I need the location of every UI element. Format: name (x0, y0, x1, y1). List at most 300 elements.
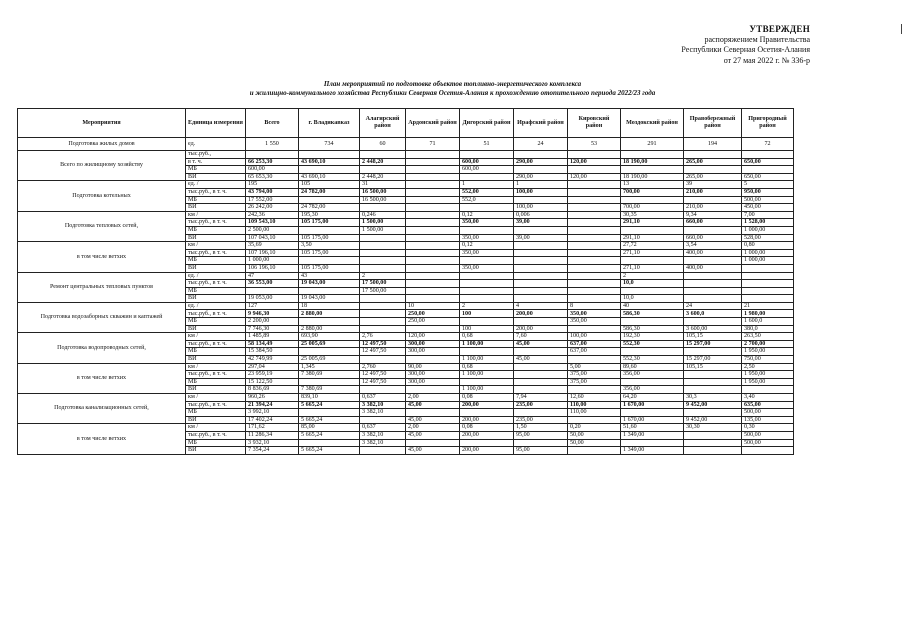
value-cell: 637,00 (568, 348, 621, 356)
measure-label: Подготовка котельных (18, 181, 186, 211)
unit-cell: ВИ (186, 416, 246, 424)
value-cell (568, 166, 621, 174)
value-cell: 250,00 (406, 310, 460, 318)
value-cell: 85,00 (299, 424, 360, 432)
value-cell: 242,36 (246, 211, 299, 219)
value-cell: 3 600,0 (684, 310, 742, 318)
value-cell: 30,35 (621, 211, 684, 219)
value-cell (568, 234, 621, 242)
value-cell (568, 325, 621, 333)
value-cell (299, 439, 360, 447)
value-cell: 51 (460, 138, 514, 151)
value-cell: 89,60 (621, 363, 684, 371)
value-cell (684, 287, 742, 295)
value-cell: 18 (299, 302, 360, 310)
value-cell (406, 272, 460, 280)
value-cell: 195 (246, 181, 299, 189)
value-cell (460, 348, 514, 356)
value-cell: 2 880,00 (299, 325, 360, 333)
value-cell: 2 880,00 (299, 310, 360, 318)
value-cell: 100,00 (568, 333, 621, 341)
value-cell (246, 287, 299, 295)
col-header-pravoberezhny: Правобережный район (684, 109, 742, 138)
value-cell (684, 409, 742, 417)
value-cell: 3,50 (299, 242, 360, 250)
plan-table-wrap (17, 108, 794, 455)
value-cell: 45,00 (406, 416, 460, 424)
value-cell: 950,00 (742, 188, 794, 196)
value-cell: 23 959,19 (246, 371, 299, 379)
page-edge-mark (901, 24, 902, 34)
value-cell: 552,00 (460, 188, 514, 196)
value-cell: 9 452,00 (684, 416, 742, 424)
value-cell: 235,00 (514, 401, 568, 409)
value-cell (514, 196, 568, 204)
value-cell (684, 447, 742, 455)
value-cell: 1 100,00 (460, 356, 514, 364)
value-cell (621, 257, 684, 265)
value-cell: 3 382,10 (360, 439, 406, 447)
approval-line: Республики Северная Осетия-Алания (681, 45, 810, 54)
value-cell: 21 (742, 302, 794, 310)
unit-cell: МБ (186, 226, 246, 234)
value-cell: 291 (621, 138, 684, 151)
value-cell: 750,00 (742, 356, 794, 364)
value-cell: 1 100,00 (460, 371, 514, 379)
value-cell (568, 196, 621, 204)
measure-label: в том числе ветхих (18, 363, 186, 393)
value-cell (514, 151, 568, 159)
value-cell (621, 196, 684, 204)
value-cell: 35,69 (246, 242, 299, 250)
unit-cell: МБ (186, 348, 246, 356)
value-cell: 45,00 (406, 447, 460, 455)
value-cell: 600,00 (460, 166, 514, 174)
value-cell (568, 219, 621, 227)
value-cell (406, 287, 460, 295)
value-cell: 637,00 (568, 340, 621, 348)
value-cell: 30,3 (684, 394, 742, 402)
value-cell: 12 497,50 (360, 340, 406, 348)
value-cell: 500,00 (742, 196, 794, 204)
value-cell: 235,00 (514, 416, 568, 424)
col-header-prigorodny: Пригородный район (742, 109, 794, 138)
value-cell: 9 452,00 (684, 401, 742, 409)
value-cell (568, 356, 621, 364)
value-cell: 291,10 (621, 219, 684, 227)
value-cell: 1 950,00 (742, 378, 794, 386)
value-cell (360, 204, 406, 212)
value-cell (568, 151, 621, 159)
value-cell: 16 500,00 (360, 188, 406, 196)
value-cell: 600,00 (460, 158, 514, 166)
value-cell: 2 (360, 272, 406, 280)
value-cell: 8 (568, 302, 621, 310)
value-cell: 95,00 (514, 447, 568, 455)
table-row (18, 181, 794, 189)
value-cell: 3 992,10 (246, 409, 299, 417)
value-cell: 350,00 (460, 234, 514, 242)
value-cell (460, 173, 514, 181)
value-cell: 58 134,49 (246, 340, 299, 348)
value-cell: 600,00 (246, 166, 299, 174)
value-cell (621, 378, 684, 386)
value-cell: 3 382,10 (360, 431, 406, 439)
value-cell: 109 543,10 (246, 219, 299, 227)
unit-cell: ВИ (186, 264, 246, 272)
value-cell: 0,12 (460, 242, 514, 250)
value-cell (360, 151, 406, 159)
value-cell: 1 500,00 (360, 226, 406, 234)
value-cell: 350,00 (568, 318, 621, 326)
value-cell: 45,00 (514, 340, 568, 348)
value-cell: 0,006 (514, 211, 568, 219)
unit-cell: ВИ (186, 447, 246, 455)
value-cell: 5 (742, 181, 794, 189)
value-cell (406, 226, 460, 234)
value-cell: 195,30 (299, 211, 360, 219)
value-cell: 2,50 (742, 363, 794, 371)
col-header-kirov: Кировский район (568, 109, 621, 138)
value-cell (406, 264, 460, 272)
value-cell: 71 (406, 138, 460, 151)
value-cell: 26 242,00 (246, 204, 299, 212)
value-cell (568, 188, 621, 196)
value-cell: 400,00 (684, 264, 742, 272)
value-cell: 0,20 (568, 424, 621, 432)
value-cell: 19 043,00 (299, 295, 360, 303)
value-cell (299, 318, 360, 326)
value-cell: 120,00 (406, 333, 460, 341)
value-cell: 380,0 (742, 325, 794, 333)
unit-cell: тыс.руб., (186, 151, 246, 159)
value-cell: 250,00 (406, 318, 460, 326)
unit-cell: ед. (186, 138, 246, 151)
value-cell: 90,00 (406, 363, 460, 371)
value-cell: 291,10 (621, 234, 684, 242)
value-cell (621, 151, 684, 159)
value-cell: 60 (360, 138, 406, 151)
value-cell: 300,00 (406, 340, 460, 348)
value-cell: 105 175,00 (299, 234, 360, 242)
value-cell: 290,00 (514, 173, 568, 181)
value-cell (299, 348, 360, 356)
col-header-alagir: Алагирский район (360, 109, 406, 138)
value-cell: 1 600,0 (742, 318, 794, 326)
value-cell: 105,15 (684, 333, 742, 341)
unit-cell: ВИ (186, 356, 246, 364)
value-cell (406, 166, 460, 174)
value-cell: 5 665,24 (299, 401, 360, 409)
unit-cell: ед. / (186, 272, 246, 280)
value-cell (406, 196, 460, 204)
approval-stamp (681, 24, 810, 66)
value-cell (568, 280, 621, 288)
value-cell: 2 448,20 (360, 173, 406, 181)
value-cell: 24 782,00 (299, 188, 360, 196)
value-cell: 40 (621, 302, 684, 310)
value-cell: 650,00 (742, 158, 794, 166)
value-cell: 693,90 (299, 333, 360, 341)
value-cell: 400,00 (684, 249, 742, 257)
measure-label: Подготовка канализационных сетей, (18, 394, 186, 424)
value-cell (742, 280, 794, 288)
value-cell (684, 431, 742, 439)
value-cell: 297,04 (246, 363, 299, 371)
value-cell (460, 318, 514, 326)
measure-label: в том числе ветхих (18, 242, 186, 272)
value-cell: 24 (514, 138, 568, 151)
value-cell: 105 (299, 181, 360, 189)
unit-cell: МБ (186, 166, 246, 174)
value-cell: 660,00 (684, 219, 742, 227)
value-cell: 300,00 (406, 348, 460, 356)
value-cell: 450,00 (742, 204, 794, 212)
value-cell: 66 253,30 (246, 158, 299, 166)
value-cell: 65 653,30 (246, 173, 299, 181)
value-cell (514, 264, 568, 272)
value-cell (742, 151, 794, 159)
value-cell (568, 181, 621, 189)
value-cell (568, 211, 621, 219)
value-cell (514, 166, 568, 174)
value-cell: 1 349,00 (621, 447, 684, 455)
value-cell (568, 416, 621, 424)
value-cell (360, 416, 406, 424)
value-cell: 650,00 (742, 173, 794, 181)
value-cell: 15 384,50 (246, 348, 299, 356)
value-cell: 2 448,20 (360, 158, 406, 166)
value-cell (514, 257, 568, 265)
value-cell (406, 242, 460, 250)
value-cell (406, 158, 460, 166)
value-cell (684, 378, 742, 386)
value-cell: 43 690,10 (299, 158, 360, 166)
value-cell (360, 166, 406, 174)
value-cell (568, 257, 621, 265)
value-cell (460, 280, 514, 288)
value-cell (460, 439, 514, 447)
value-cell (514, 378, 568, 386)
value-cell: 7 380,69 (299, 371, 360, 379)
value-cell: 53 (568, 138, 621, 151)
value-cell: 192,30 (621, 333, 684, 341)
unit-cell: МБ (186, 409, 246, 417)
value-cell (406, 325, 460, 333)
value-cell: 0,637 (360, 394, 406, 402)
value-cell: 100,00 (514, 188, 568, 196)
value-cell: 1 670,00 (621, 401, 684, 409)
measure-label: Ремонт центральных тепловых пунктов (18, 272, 186, 302)
value-cell: 500,00 (742, 409, 794, 417)
value-cell: 265,00 (684, 173, 742, 181)
unit-cell: тыс.руб., в т. ч. (186, 310, 246, 318)
value-cell: 135,00 (742, 416, 794, 424)
value-cell: 110,00 (568, 401, 621, 409)
value-cell: 24 (684, 302, 742, 310)
value-cell: 12,60 (568, 394, 621, 402)
value-cell (360, 447, 406, 455)
plan-table (17, 108, 794, 455)
value-cell: 107 196,10 (246, 249, 299, 257)
value-cell: 5 665,24 (299, 416, 360, 424)
value-cell: 2 (621, 272, 684, 280)
value-cell: 100 (460, 325, 514, 333)
value-cell: 10 (406, 302, 460, 310)
value-cell: 17 500,00 (360, 287, 406, 295)
value-cell (460, 287, 514, 295)
value-cell (299, 226, 360, 234)
value-cell: 271,10 (621, 249, 684, 257)
value-cell: 1 000,00 (742, 226, 794, 234)
col-header-mozdok: Моздокский район (621, 109, 684, 138)
value-cell: 10,0 (621, 280, 684, 288)
value-cell: 200,00 (460, 416, 514, 424)
value-cell (568, 264, 621, 272)
value-cell: 1 000,00 (742, 257, 794, 265)
value-cell: 200,00 (514, 325, 568, 333)
value-cell (684, 371, 742, 379)
value-cell (406, 211, 460, 219)
unit-cell: км / (186, 363, 246, 371)
value-cell: 27,72 (621, 242, 684, 250)
unit-cell: тыс.руб., в т. ч. (186, 188, 246, 196)
value-cell: 700,00 (621, 204, 684, 212)
value-cell (460, 151, 514, 159)
value-cell: 43 690,10 (299, 173, 360, 181)
value-cell: 45,00 (406, 431, 460, 439)
value-cell: 15 297,00 (684, 340, 742, 348)
value-cell (514, 272, 568, 280)
value-cell: 4 (514, 302, 568, 310)
unit-cell: МБ (186, 196, 246, 204)
value-cell: 16 500,00 (360, 196, 406, 204)
table-row (18, 151, 794, 159)
value-cell: 105,15 (684, 363, 742, 371)
measure-label: Подготовка тепловых сетей, (18, 211, 186, 241)
value-cell: 31 (360, 181, 406, 189)
unit-cell: ВИ (186, 204, 246, 212)
unit-cell: МБ (186, 439, 246, 447)
value-cell: 0,80 (742, 242, 794, 250)
value-cell: 171,62 (246, 424, 299, 432)
value-cell (684, 348, 742, 356)
value-cell: 1 528,00 (742, 219, 794, 227)
unit-cell: км / (186, 394, 246, 402)
value-cell: 300,00 (406, 378, 460, 386)
value-cell (360, 234, 406, 242)
value-cell: 263,50 (742, 333, 794, 341)
approval-line: от 27 мая 2022 г. № 336-р (723, 55, 810, 65)
value-cell: 2 500,00 (246, 226, 299, 234)
value-cell: 17 402,24 (246, 416, 299, 424)
value-cell (742, 287, 794, 295)
value-cell (406, 295, 460, 303)
col-header-total: Всего (246, 109, 299, 138)
col-header-measure: Мероприятия (18, 109, 186, 138)
unit-cell: км / (186, 424, 246, 432)
value-cell (360, 302, 406, 310)
value-cell (360, 257, 406, 265)
document-title-line: План мероприятий по подготовке объектов топливно-энергетического комплекса (323, 80, 582, 88)
value-cell (360, 242, 406, 250)
unit-cell: ВИ (186, 234, 246, 242)
value-cell: 7,94 (514, 394, 568, 402)
value-cell (406, 409, 460, 417)
value-cell: 200,00 (460, 447, 514, 455)
value-cell (514, 295, 568, 303)
unit-cell: ВИ (186, 295, 246, 303)
value-cell: 210,00 (684, 188, 742, 196)
value-cell (514, 226, 568, 234)
value-cell: 586,30 (621, 325, 684, 333)
value-cell: 200,00 (460, 431, 514, 439)
value-cell: 9 946,30 (246, 310, 299, 318)
value-cell: 50,00 (568, 431, 621, 439)
value-cell: 1 485,89 (246, 333, 299, 341)
value-cell (406, 257, 460, 265)
value-cell: 635,00 (742, 401, 794, 409)
value-cell: 0,637 (360, 424, 406, 432)
value-cell (621, 287, 684, 295)
value-cell (568, 287, 621, 295)
col-header-vladikavkaz: г. Владикавказ (299, 109, 360, 138)
value-cell: 3 382,10 (360, 401, 406, 409)
unit-cell: тыс.руб., в т. ч. (186, 280, 246, 288)
value-cell: 356,00 (621, 386, 684, 394)
value-cell (684, 272, 742, 280)
value-cell (568, 249, 621, 257)
value-cell: 1 349,00 (621, 431, 684, 439)
value-cell: 18 190,00 (621, 158, 684, 166)
value-cell: 3 382,10 (360, 409, 406, 417)
table-header-row (18, 109, 794, 138)
value-cell: 200,00 (514, 310, 568, 318)
value-cell: 1 100,00 (460, 386, 514, 394)
value-cell: 2,760 (360, 363, 406, 371)
value-cell: 105 175,00 (299, 249, 360, 257)
value-cell (406, 151, 460, 159)
value-cell: 350,00 (568, 310, 621, 318)
value-cell: 47 (246, 272, 299, 280)
value-cell: 0,08 (460, 394, 514, 402)
value-cell (514, 371, 568, 379)
value-cell: 1 000,00 (742, 249, 794, 257)
value-cell: 19 053,00 (246, 295, 299, 303)
value-cell: 271,10 (621, 264, 684, 272)
value-cell: 8 836,69 (246, 386, 299, 394)
value-cell: 0,68 (460, 363, 514, 371)
value-cell: 3 600,00 (684, 325, 742, 333)
value-cell: 0,68 (460, 333, 514, 341)
value-cell: 105 175,00 (299, 219, 360, 227)
value-cell (360, 386, 406, 394)
unit-cell: ед. / (186, 302, 246, 310)
value-cell (299, 257, 360, 265)
value-cell (406, 234, 460, 242)
value-cell: 1 550 (246, 138, 299, 151)
value-cell (684, 386, 742, 394)
value-cell: 50,00 (568, 439, 621, 447)
value-cell: 30,30 (684, 424, 742, 432)
value-cell: 375,00 (568, 371, 621, 379)
unit-cell: тыс.руб., в т. ч. (186, 340, 246, 348)
value-cell: 42 749,99 (246, 356, 299, 364)
value-cell: 39,00 (514, 219, 568, 227)
value-cell: 350,00 (460, 219, 514, 227)
value-cell (568, 386, 621, 394)
table-row (18, 302, 794, 310)
